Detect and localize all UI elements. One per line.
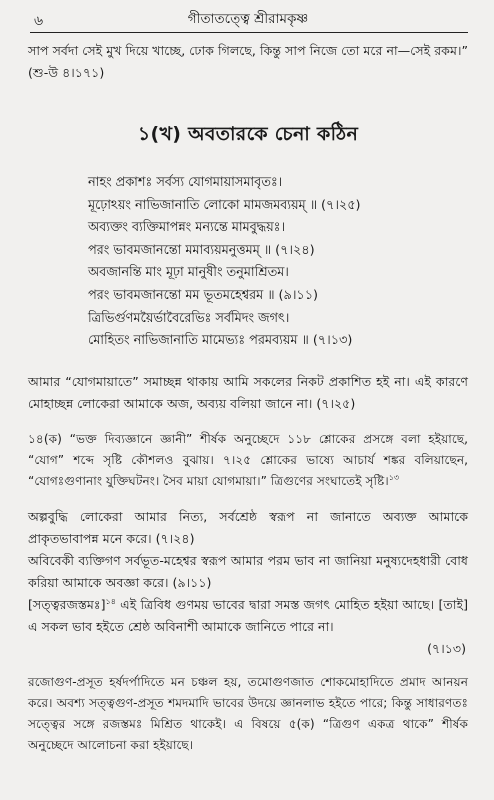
verse-line: পরং ভাবমজানন্তো মমাব্যয়মনুত্তমম্ ॥ (৭।২৪): [88, 242, 315, 258]
verse-block: [28, 172, 468, 353]
footnote-marker: ১৪: [105, 596, 116, 606]
paragraph-text: এ সকল ভাব হইতে শ্রেষ্ঠ অবিনাশী আমাকে জানিতে পারে না।: [28, 618, 334, 634]
note-text: ১৪(ক) “ভক্ত দিব্যজ্ঞানে জ্ঞানী” শীর্ষক অনুচ্ছেদে ১১৮ শ্লোকের প্রসঙ্গে বলা হইয়াছে, “যোগ” শব্দে সৃষ্টি কৌশলও বুঝায়। ৭।২৫ শ্লোকের ভাষ্যে আচার্য শঙ্কর বলিয়াছেন, “যোগঃগুণানাং যুক্তিঘটনং। সৈব মায়া যোগমায়া।” ত্রিগুণের সংঘাতেই সৃষ্টি।: [28, 431, 468, 488]
commentary-paragraph: আমার “যোগমায়াতে” সমাচ্ছন্ন থাকায় আমি সকলের নিকট প্রকাশিত হই না। এই কারণে মোহাচ্ছন্ন লোকেরা আমাকে অজ, অব্যয় বলিয়া জানে না। (৭।২৫): [28, 373, 468, 411]
verse-line: অব্যক্তং ব্যক্তিমাপন্নং মন্যন্তে মামবুদ্ধয়ঃ।: [88, 220, 286, 236]
footnote-marker: ১৩: [388, 472, 400, 482]
note-paragraph: রজোগুণ-প্রসূত হর্ষদর্পাদিতে মন চঞ্চল হয়, তমোগুণজাত শোকমোহাদিতে প্রমাদ আনয়ন করে। অবশ্য সত্ত্বগুণ-প্রসূত শমদমাদি ভাবের উদয়ে জ্ঞানলাভ হইতে পারে; কিন্তু সাধারণতঃ সত্ত্বের সঙ্গে রজস্তমঃ মিশ্রিত থাকেই। এ বিষয়ে ৫(ক) “ত্রিগুণ একত্র থাকে” শীর্ষক অনুচ্ছেদে আলোচনা করা হইয়াছে।: [28, 674, 468, 752]
verse-line: মোহিতং নাভিজানাতি মামেভ্যঃ পরমব্যয়ম ॥ (৭।১৩): [88, 333, 353, 349]
verse-line: মূঢ়োঽয়ং নাভিজানাতি লোকো মামজমব্যয়ম্ ॥ (৭।২৫): [88, 197, 361, 213]
verse-line: ত্রিভির্গুণময়ৈর্ভাবৈরেভিঃ সর্বমিদং জগৎ।: [88, 310, 290, 326]
commentary-paragraph: [28, 594, 468, 638]
verse-line: পরং ভাবমজানন্তো মম ভূতমহেশ্বরম ॥ (৯।১১): [88, 287, 318, 303]
page-number: ৬: [34, 13, 44, 29]
bracket-text: [তাই]: [438, 596, 468, 612]
intro-paragraph: সাপ সর্বদা সেই মুখ দিয়ে খাচ্ছে, ঢোক গিলছে, কিন্তু সাপ নিজে তো মরে না—সেই রকম।” (শু-উ ৪।১৭১): [28, 43, 468, 80]
bracket-text: [সত্ত্বরজস্তমঃ]: [28, 596, 106, 612]
commentary-paragraph: অবিবেকী ব্যক্তিগণ সর্বভূত-মহেশ্বর স্বরূপ আমার পরম ভাব না জানিয়া মনুষ্যদেহধারী বোধ করিয়া আমাকে অবজ্ঞা করে। (৯।১১): [28, 552, 468, 590]
verse-line: অবজানন্তি মাং মূঢ়া মানুষীং তনুমাশ্রিতম।: [88, 265, 289, 281]
verse-line: নাহং প্রকাশঃ সর্বস্য যোগমায়াসমাবৃতঃ।: [88, 175, 283, 190]
commentary-paragraph: অল্পবুদ্ধি লোকেরা আমার নিত্য, সর্বশ্রেষ্ঠ স্বরূপ না জানাতে অব্যক্ত আমাকে প্রাকৃতভাবাপন্ন মনে করে। (৭।২৪): [28, 508, 468, 546]
note-paragraph: [28, 429, 468, 492]
verse-reference: (৭।১৩): [427, 640, 466, 656]
page-header: [28, 0, 468, 36]
running-head: গীতাতত্ত্বে শ্রীরামকৃষ্ণ: [187, 11, 309, 27]
header-rule: [30, 32, 468, 33]
paragraph-text: এই ত্রিবিধ গুণময় ভাবের দ্বারা সমস্ত জগৎ মোহিত হইয়া আছে।: [115, 596, 439, 612]
section-title: ১(খ) অবতারকে চেনা কঠিন: [137, 123, 359, 145]
